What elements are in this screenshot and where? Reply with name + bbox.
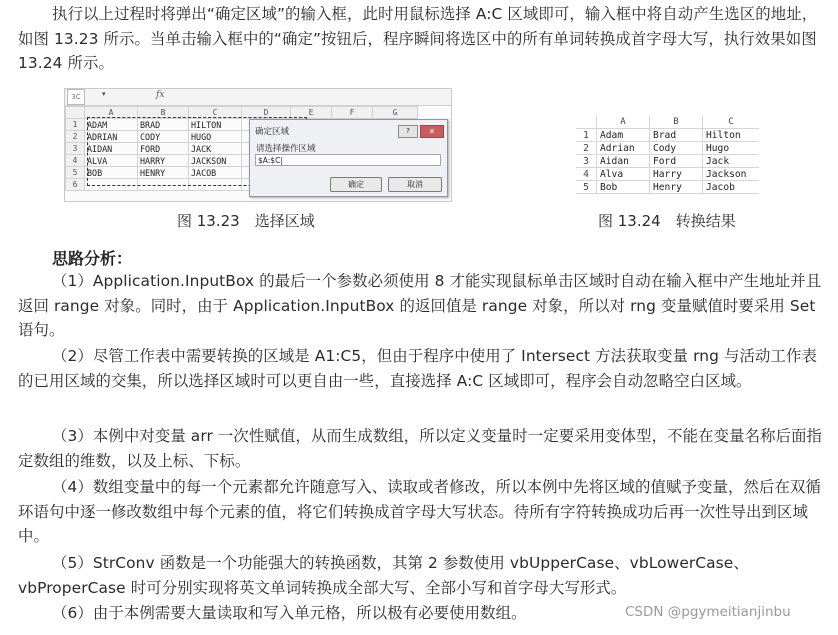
inputbox-dialog [249, 119, 448, 197]
corner-cell[interactable] [66, 107, 85, 119]
section-heading: 思路分析： [52, 249, 133, 268]
cell[interactable]: FORD [138, 143, 189, 155]
analysis-paragraph: （6）由于本例需要大量读取和写入单元格，所以极有必要使用数组。 [52, 604, 527, 622]
cancel-button[interactable]: 取消 [388, 177, 442, 192]
cell: Jack [703, 155, 760, 168]
analysis-paragraph: （1）Application.InputBox 的最后一个参数必须使用 8 才能实现鼠标单击区域时自动在输入框中产生地址并且返回 range 对象。同时，由于 Application.InputBox 的返回值是 range 对象，所以对 rng 变量赋值时要采用 Set 语句。 [18, 272, 822, 340]
cell: Cody [650, 142, 703, 155]
column-header[interactable]: B [138, 107, 189, 119]
table-row [576, 155, 759, 168]
table-row [576, 129, 759, 142]
column-header: C [703, 116, 760, 129]
table-row [576, 168, 759, 181]
chevron-down-icon[interactable]: ▾ [102, 90, 106, 98]
row-header: 5 [576, 181, 597, 194]
result-table [576, 116, 759, 194]
range-input[interactable]: $A:$C| [255, 154, 441, 166]
cell[interactable]: JACOB [189, 167, 242, 179]
column-header[interactable]: E [291, 107, 332, 119]
row-header[interactable]: 4 [66, 155, 85, 167]
dialog-title: 确定区域 [255, 127, 290, 137]
cell: Hilton [703, 129, 760, 142]
row-header: 4 [576, 168, 597, 181]
cell: Adam [597, 129, 650, 142]
analysis-paragraph: （5）StrConv 函数是一个功能强大的转换函数，其第 2 参数使用 vbUpperCase、vbLowerCase、vbProperCase 时可分别实现将英文单词转换成全部大写、全部小写和首字母大写形式。 [18, 554, 749, 597]
function-icon[interactable]: fx [156, 90, 165, 100]
row-header[interactable]: 5 [66, 167, 85, 179]
cell: Brad [650, 129, 703, 142]
column-header[interactable]: A [85, 107, 138, 119]
cell: Jacob [703, 181, 760, 194]
row-header[interactable]: 6 [66, 179, 85, 191]
column-header: A [597, 116, 650, 129]
row-header: 3 [576, 155, 597, 168]
table-row [576, 181, 759, 194]
cell: Bob [597, 181, 650, 194]
row-header: 2 [576, 142, 597, 155]
cell[interactable]: JACKSON [189, 155, 242, 167]
cell[interactable]: ADAM [85, 119, 138, 131]
corner-cell [576, 116, 597, 129]
cell[interactable]: BRAD [138, 119, 189, 131]
cell: Ford [650, 155, 703, 168]
column-header: B [650, 116, 703, 129]
column-header[interactable]: G [373, 107, 418, 119]
cell[interactable]: JACK [189, 143, 242, 155]
cell[interactable]: ADRIAN [85, 131, 138, 143]
cell[interactable]: HARRY [138, 155, 189, 167]
figure-caption: 图 13.24 转换结果 [598, 212, 736, 230]
cell[interactable]: BOB [85, 167, 138, 179]
column-header[interactable]: F [332, 107, 373, 119]
cell[interactable]: HUGO [189, 131, 242, 143]
cell: Adrian [597, 142, 650, 155]
row-header[interactable]: 3 [66, 143, 85, 155]
help-button[interactable]: ? [398, 125, 418, 138]
close-icon[interactable]: ✕ [420, 125, 444, 138]
figure-caption: 图 13.23 选择区域 [177, 212, 315, 230]
watermark: CSDN @pgymeitianjinbu [625, 604, 791, 620]
analysis-paragraph: （2）尽管工作表中需要转换的区域是 A1:C5，但由于程序中使用了 Intersect 方法获取变量 rng 与活动工作表的已用区域的交集，所以选择区域时可以更自由一些，直接选择 A:C 区域即可，程序会自动忽略空白区域。 [18, 347, 817, 390]
column-header[interactable]: C [189, 107, 242, 119]
cell: Aidan [597, 155, 650, 168]
analysis-paragraph: （3）本例中对变量 arr 一次性赋值，从而生成数组，所以定义变量时一定要采用变体型，不能在变量名称后面指定数组的维数，以及上标、下标。 [18, 427, 823, 470]
ok-button[interactable]: 确定 [330, 177, 382, 192]
row-header: 1 [576, 129, 597, 142]
formula-bar [65, 89, 451, 106]
cell[interactable]: HILTON [189, 119, 242, 131]
cell: Jackson [703, 168, 760, 181]
row-header[interactable]: 1 [66, 119, 85, 131]
name-box[interactable]: 3C [67, 89, 85, 105]
column-header[interactable]: D [242, 107, 291, 119]
table-row [576, 142, 759, 155]
cell[interactable]: CODY [138, 131, 189, 143]
cell: Hugo [703, 142, 760, 155]
cell: Harry [650, 168, 703, 181]
row-header[interactable]: 2 [66, 131, 85, 143]
cell[interactable]: ALVA [85, 155, 138, 167]
cell[interactable]: AIDAN [85, 143, 138, 155]
dialog-prompt: 请选择操作区域 [256, 144, 316, 154]
intro-paragraph: 执行以上过程时将弹出“确定区域”的输入框，此时用鼠标选择 A:C 区域即可，输入框中将自动产生选区的地址，如图 13.23 所示。当单击输入框中的“确定”按钮后，程序瞬间将选区中的所有单词转换成首字母大写，执行效果如图 13.24 所示。 [18, 5, 818, 73]
cell[interactable]: HENRY [138, 167, 189, 179]
column-header-row [576, 116, 759, 129]
cell: Henry [650, 181, 703, 194]
cell: Alva [597, 168, 650, 181]
analysis-paragraph: （4）数组变量中的每一个元素都允许随意写入、读取或者修改，所以本例中先将区域的值赋予变量，然后在双循环语句中逐一修改数组中每个元素的值，将它们转换成首字母大写状态。待所有字符转换成功后再一次性导出到区域中。 [18, 478, 821, 546]
